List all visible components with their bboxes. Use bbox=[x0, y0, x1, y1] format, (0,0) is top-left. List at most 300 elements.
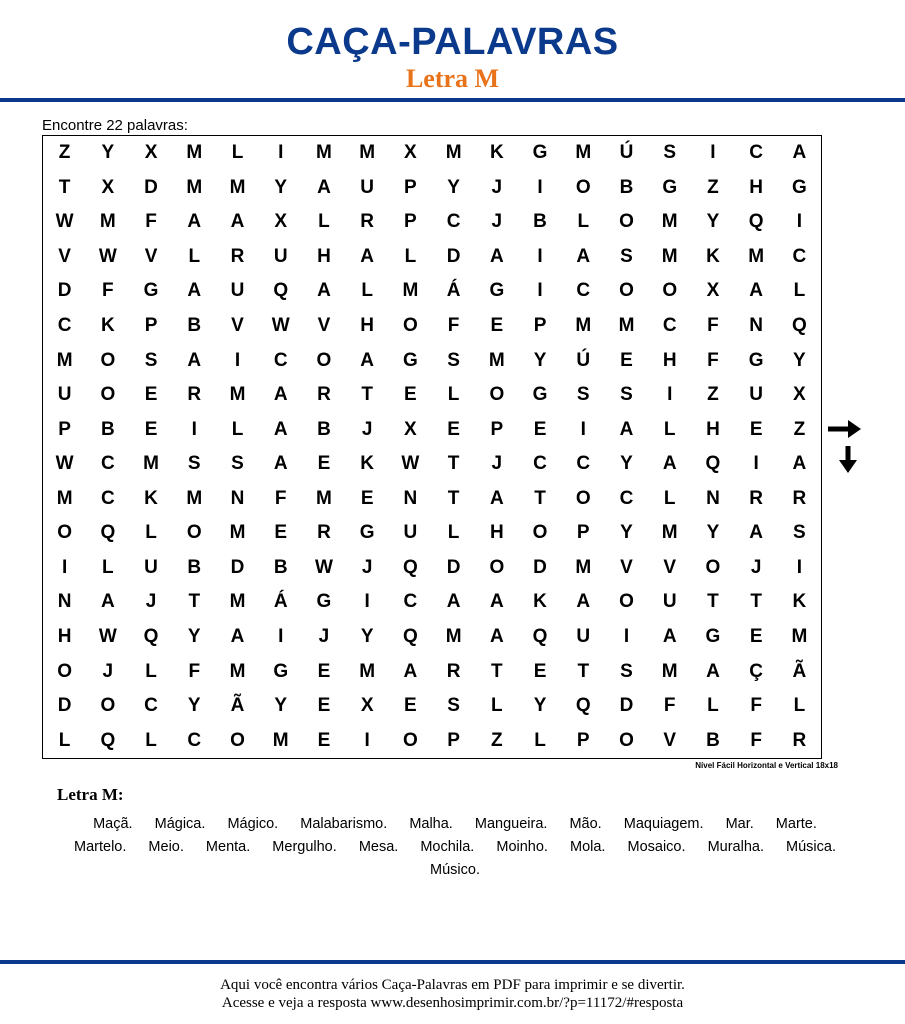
word-item: Músico. bbox=[430, 862, 480, 878]
grid-cell: C bbox=[403, 591, 418, 613]
word-item: Mágico. bbox=[227, 816, 279, 832]
grid-cell: M bbox=[229, 660, 246, 682]
grid-cell: M bbox=[748, 245, 765, 267]
grid-cell: M bbox=[99, 211, 116, 233]
grid-cell: A bbox=[187, 349, 202, 371]
grid-cell: Y bbox=[620, 453, 633, 475]
grid-cell: M bbox=[272, 729, 289, 751]
grid-cell: C bbox=[792, 245, 807, 267]
grid-cell: M bbox=[661, 211, 678, 233]
grid-cell: M bbox=[445, 626, 462, 648]
grid-cell: O bbox=[619, 729, 634, 751]
grid-cell: Z bbox=[491, 729, 503, 751]
grid-cell: A bbox=[360, 245, 375, 267]
grid-cell: Q bbox=[100, 522, 116, 544]
grid-cell: O bbox=[619, 591, 634, 613]
grid-cell: T bbox=[707, 591, 719, 613]
grid-cell: M bbox=[661, 660, 678, 682]
grid-cell: C bbox=[749, 142, 764, 164]
grid-cell: W bbox=[98, 245, 117, 267]
grid-cell: I bbox=[364, 729, 370, 751]
grid-cell: R bbox=[446, 660, 461, 682]
grid-cell: K bbox=[533, 591, 547, 613]
grid-cell: B bbox=[317, 418, 331, 440]
grid-cell: X bbox=[144, 142, 158, 164]
grid-cell: I bbox=[796, 556, 803, 578]
grid-cell: L bbox=[231, 418, 244, 440]
grid-cell: L bbox=[534, 729, 546, 751]
grid-cell: F bbox=[145, 211, 157, 233]
grid-cell: O bbox=[489, 384, 505, 406]
grid-cell: M bbox=[359, 660, 376, 682]
grid-cell: S bbox=[620, 245, 633, 267]
grid-cell: C bbox=[100, 487, 115, 509]
word-item: Mão. bbox=[569, 816, 602, 832]
grid-cell: F bbox=[750, 695, 762, 717]
grid-cell: L bbox=[361, 280, 373, 302]
grid-cell: R bbox=[187, 384, 202, 406]
grid-cell: V bbox=[144, 245, 158, 267]
grid-cell: I bbox=[537, 245, 543, 267]
grid-cell: E bbox=[749, 626, 763, 648]
grid-cell: M bbox=[575, 556, 592, 578]
grid-cell: M bbox=[229, 176, 246, 198]
grid-cell: P bbox=[404, 211, 417, 233]
grid-cell: A bbox=[403, 660, 418, 682]
grid-cell: L bbox=[707, 695, 719, 717]
grid-cell: Y bbox=[274, 695, 288, 717]
grid-cell: Q bbox=[402, 556, 418, 578]
grid-cell: A bbox=[446, 591, 461, 613]
grid-cell: E bbox=[749, 418, 763, 440]
grid-cell: L bbox=[491, 695, 503, 717]
grid-cell: L bbox=[663, 487, 676, 509]
grid-cell: U bbox=[144, 556, 158, 578]
grid-cell: Y bbox=[620, 522, 633, 544]
grid-cell: S bbox=[663, 142, 677, 164]
grid-cell: J bbox=[361, 418, 373, 440]
grid-cell: P bbox=[576, 729, 590, 751]
grid-cell: P bbox=[447, 729, 460, 751]
grid-cell: E bbox=[533, 418, 547, 440]
grid-cell: Q bbox=[705, 453, 721, 475]
grid-cell: U bbox=[230, 280, 245, 302]
grid-cell: W bbox=[98, 626, 117, 648]
grid-cell: Q bbox=[143, 626, 159, 648]
grid-cell: O bbox=[575, 487, 591, 509]
grid-cell: K bbox=[706, 245, 720, 267]
grid-cell: M bbox=[56, 349, 73, 371]
grid-cell: X bbox=[706, 280, 720, 302]
grid-cell: I bbox=[364, 591, 370, 613]
grid-cell: A bbox=[317, 176, 331, 198]
arrow-down-icon bbox=[838, 446, 858, 474]
grid-cell: M bbox=[488, 349, 505, 371]
grid-cell: K bbox=[489, 142, 504, 164]
grid-cell: F bbox=[750, 729, 762, 751]
grid-cell: X bbox=[360, 695, 374, 717]
grid-cell: D bbox=[533, 556, 547, 578]
grid-cell: L bbox=[793, 280, 806, 302]
grid-cell: H bbox=[317, 245, 331, 267]
grid-cell: E bbox=[144, 384, 158, 406]
grid-cell: R bbox=[317, 384, 331, 406]
grid-cell: V bbox=[231, 315, 244, 337]
grid-cell: L bbox=[404, 245, 417, 267]
word-search-grid bbox=[42, 135, 822, 759]
grid-cell: L bbox=[793, 695, 806, 717]
grid-cell: T bbox=[534, 487, 546, 509]
grid-cell: U bbox=[360, 176, 375, 198]
grid-cell: P bbox=[576, 522, 590, 544]
grid-cell: F bbox=[102, 280, 114, 302]
grid-cell: O bbox=[57, 660, 72, 682]
grid-cell: O bbox=[705, 556, 721, 578]
grid-cell: A bbox=[100, 591, 115, 613]
grid-cell: O bbox=[100, 349, 116, 371]
grid-cell: M bbox=[186, 176, 203, 198]
word-item: Marte. bbox=[775, 816, 817, 832]
page-title: CAÇA-PALAVRAS bbox=[286, 21, 619, 63]
grid-cell: L bbox=[447, 522, 460, 544]
grid-cell: I bbox=[537, 176, 543, 198]
grid-cell: T bbox=[577, 660, 590, 682]
grid-cell: M bbox=[445, 142, 462, 164]
grid-cell: W bbox=[55, 211, 74, 233]
grid-cell: P bbox=[490, 418, 504, 440]
grid-cell: B bbox=[187, 315, 202, 337]
grid-cell: Y bbox=[101, 142, 115, 164]
word-item: Mochila. bbox=[420, 839, 475, 855]
grid-cell: U bbox=[57, 384, 72, 406]
grid-cell: S bbox=[620, 384, 633, 406]
grid-cell: Á bbox=[273, 591, 288, 613]
grid-cell: M bbox=[575, 142, 592, 164]
grid-cell: G bbox=[273, 660, 289, 682]
grid-cell: D bbox=[446, 556, 461, 578]
grid-cell: K bbox=[792, 591, 807, 613]
grid-cell: O bbox=[662, 280, 678, 302]
grid-cell: Ã bbox=[792, 660, 807, 682]
word-item: Maquiagem. bbox=[623, 816, 704, 832]
grid-cell: X bbox=[404, 142, 417, 164]
grid-cell: O bbox=[575, 176, 591, 198]
grid-cell: X bbox=[404, 418, 417, 440]
grid-cell: F bbox=[663, 695, 676, 717]
grid-cell: F bbox=[274, 487, 287, 509]
grid-cell: I bbox=[278, 626, 284, 648]
grid-cell: M bbox=[661, 522, 678, 544]
grid-cell: S bbox=[620, 660, 633, 682]
grid-cell: Q bbox=[748, 211, 764, 233]
grid-cell: E bbox=[317, 453, 331, 475]
grid-cell: E bbox=[404, 695, 417, 717]
grid-cell: O bbox=[100, 695, 116, 717]
grid-cell: C bbox=[144, 695, 158, 717]
grid-cell: X bbox=[793, 384, 806, 406]
grid-cell: C bbox=[273, 349, 288, 371]
grid-cell: N bbox=[749, 315, 764, 337]
grid-cell: S bbox=[447, 349, 460, 371]
grid-cell: A bbox=[792, 453, 807, 475]
grid-cell: L bbox=[231, 142, 244, 164]
grid-cell: R bbox=[360, 211, 375, 233]
grid-cell: C bbox=[187, 729, 202, 751]
grid-cell: S bbox=[231, 453, 244, 475]
grid-cell: A bbox=[273, 453, 288, 475]
grid-cell: W bbox=[271, 315, 290, 337]
grid-cell: Y bbox=[706, 522, 720, 544]
grid-cell: D bbox=[446, 245, 461, 267]
grid-cell: Ú bbox=[576, 349, 591, 371]
grid-cell: N bbox=[230, 487, 245, 509]
grid-cell: A bbox=[187, 211, 202, 233]
grid-cell: Q bbox=[100, 729, 116, 751]
grid-cell: I bbox=[710, 142, 716, 164]
grid-cell: T bbox=[58, 176, 71, 198]
word-item: Malabarismo. bbox=[300, 816, 388, 832]
grid-cell: S bbox=[576, 384, 590, 406]
grid-cell: O bbox=[619, 211, 634, 233]
bottom-divider bbox=[0, 960, 905, 964]
grid-cell: O bbox=[316, 349, 332, 371]
grid-cell: M bbox=[186, 487, 203, 509]
grid-cell: Q bbox=[273, 280, 289, 302]
word-item: Mangueira. bbox=[474, 816, 548, 832]
grid-cell: Y bbox=[793, 349, 806, 371]
grid-cell: G bbox=[705, 626, 721, 648]
word-item: Mesa. bbox=[358, 839, 399, 855]
grid-cell: D bbox=[144, 176, 158, 198]
grid-cell: O bbox=[532, 522, 548, 544]
grid-cell: R bbox=[792, 729, 807, 751]
grid-cell: Z bbox=[793, 418, 806, 440]
grid-cell: Ú bbox=[619, 142, 634, 164]
grid-cell: M bbox=[316, 142, 332, 164]
grid-cell: E bbox=[490, 315, 504, 337]
grid-cell: I bbox=[623, 626, 630, 648]
grid-cell: G bbox=[489, 280, 505, 302]
grid-cell: I bbox=[580, 418, 586, 440]
grid-cell: T bbox=[491, 660, 503, 682]
grid-cell: H bbox=[360, 315, 375, 337]
grid-cell: J bbox=[102, 660, 114, 682]
grid-cell: G bbox=[143, 280, 159, 302]
word-list bbox=[60, 813, 850, 882]
grid-cell: M bbox=[229, 591, 246, 613]
word-item: Mar. bbox=[725, 816, 754, 832]
word-item: Mergulho. bbox=[272, 839, 337, 855]
grid-cell: Y bbox=[706, 211, 720, 233]
grid-cell: A bbox=[489, 591, 504, 613]
grid-cell: F bbox=[707, 315, 719, 337]
grid-cell: G bbox=[532, 384, 548, 406]
grid-cell: A bbox=[749, 522, 764, 544]
grid-cell: A bbox=[619, 418, 634, 440]
grid-cell: M bbox=[143, 453, 159, 475]
grid-cell: J bbox=[750, 556, 762, 578]
grid-cell: A bbox=[273, 418, 288, 440]
word-item: Maçã. bbox=[93, 816, 133, 832]
grid-cell: P bbox=[533, 315, 547, 337]
grid-cell: G bbox=[402, 349, 418, 371]
grid-cell: B bbox=[187, 556, 202, 578]
word-item: Música. bbox=[786, 839, 836, 855]
footer bbox=[0, 976, 905, 1012]
grid-cell: F bbox=[447, 315, 460, 337]
grid-cell: B bbox=[706, 729, 720, 751]
footer-line-2: Acesse e veja a resposta www.desenhosimprimir.com.br/?p=11172/#resposta bbox=[221, 995, 684, 1011]
grid-cell: J bbox=[145, 591, 157, 613]
grid-cell: G bbox=[662, 176, 678, 198]
grid-cell: E bbox=[144, 418, 158, 440]
grid-cell: D bbox=[57, 280, 72, 302]
word-item: Martelo. bbox=[74, 839, 127, 855]
grid-cell: Y bbox=[187, 695, 201, 717]
grid-cell: U bbox=[662, 591, 677, 613]
grid-cell: K bbox=[360, 453, 375, 475]
grid-cell: L bbox=[663, 418, 676, 440]
grid-cell: U bbox=[273, 245, 288, 267]
grid-cell: Q bbox=[575, 695, 591, 717]
grid-cell: M bbox=[56, 487, 73, 509]
grid-cell: L bbox=[58, 729, 71, 751]
grid-cell: U bbox=[749, 384, 764, 406]
grid-cell: I bbox=[234, 349, 241, 371]
grid-cell: I bbox=[753, 453, 759, 475]
grid-cell: A bbox=[662, 453, 677, 475]
grid-cell: R bbox=[230, 245, 245, 267]
grid-cell: U bbox=[403, 522, 418, 544]
grid-cell: Q bbox=[402, 626, 418, 648]
grid-cell: C bbox=[533, 453, 547, 475]
grid-cell: D bbox=[230, 556, 245, 578]
grid-cell: D bbox=[57, 695, 72, 717]
grid-cell: T bbox=[447, 453, 460, 475]
grid-cell: J bbox=[491, 453, 503, 475]
grid-cell: T bbox=[188, 591, 201, 613]
grid-cell: L bbox=[447, 384, 460, 406]
grid-cell: Y bbox=[360, 626, 374, 648]
grid-cell: G bbox=[532, 142, 548, 164]
grid-cell: A bbox=[706, 660, 720, 682]
grid-cell: I bbox=[278, 142, 284, 164]
word-list-title: Letra M: bbox=[57, 785, 124, 804]
grid-cell: N bbox=[403, 487, 418, 509]
word-item: Mosaico. bbox=[627, 839, 686, 855]
grid-cell: A bbox=[576, 245, 591, 267]
grid-cell: E bbox=[317, 660, 331, 682]
grid-cell: M bbox=[661, 245, 678, 267]
grid-cell: E bbox=[620, 349, 633, 371]
grid-cell: A bbox=[576, 591, 591, 613]
grid-cell: I bbox=[61, 556, 68, 578]
grid-cell: A bbox=[360, 349, 375, 371]
grid-cell: P bbox=[58, 418, 71, 440]
top-divider bbox=[0, 98, 905, 102]
grid-cell: J bbox=[318, 626, 330, 648]
grid-cell: S bbox=[793, 522, 806, 544]
instruction-text: Encontre 22 palavras: bbox=[42, 117, 188, 134]
grid-cell: K bbox=[144, 487, 158, 509]
grid-cell: G bbox=[748, 349, 764, 371]
grid-cell: O bbox=[230, 729, 245, 751]
grid-cell: I bbox=[796, 211, 803, 233]
arrow-right-icon bbox=[828, 420, 862, 438]
grid-cell: I bbox=[667, 384, 673, 406]
word-item: Mola. bbox=[570, 839, 606, 855]
grid-cell: V bbox=[58, 245, 71, 267]
grid-cell: E bbox=[317, 695, 331, 717]
grid-cell: C bbox=[57, 315, 72, 337]
page-subtitle: Letra M bbox=[405, 64, 500, 93]
grid-cell: X bbox=[274, 211, 288, 233]
grid-cell: O bbox=[619, 280, 634, 302]
grid-cell: J bbox=[491, 176, 503, 198]
grid-cell: A bbox=[273, 384, 288, 406]
grid-cell: D bbox=[619, 695, 634, 717]
word-item: Moinho. bbox=[496, 839, 548, 855]
grid-cell: E bbox=[404, 384, 417, 406]
grid-cell: Y bbox=[533, 695, 547, 717]
grid-cell: Y bbox=[274, 176, 288, 198]
grid-cell: E bbox=[360, 487, 374, 509]
grid-cell: I bbox=[191, 418, 197, 440]
grid-cell: Q bbox=[791, 315, 807, 337]
grid-cell: L bbox=[145, 660, 157, 682]
grid-cell: T bbox=[447, 487, 460, 509]
grid-cell: Y bbox=[447, 176, 460, 198]
grid-cell: C bbox=[576, 280, 591, 302]
grid-cell: P bbox=[404, 176, 417, 198]
grid-cell: R bbox=[749, 487, 764, 509]
grid-cell: G bbox=[791, 176, 807, 198]
word-item: Mágica. bbox=[154, 816, 206, 832]
grid-cell: C bbox=[446, 211, 461, 233]
grid-cell: Ç bbox=[749, 660, 764, 682]
grid-cell: Y bbox=[533, 349, 547, 371]
grid-cell: A bbox=[230, 211, 245, 233]
level-note: Nível Fácil Horizontal e Vertical 18x18 bbox=[695, 761, 838, 770]
grid-cell: M bbox=[186, 142, 203, 164]
grid-cell: Z bbox=[58, 142, 71, 164]
grid-cell: B bbox=[273, 556, 288, 578]
grid-cell: C bbox=[662, 315, 677, 337]
grid-cell: C bbox=[100, 453, 115, 475]
grid-cell: A bbox=[489, 487, 504, 509]
grid-cell: M bbox=[618, 315, 635, 337]
grid-cell: A bbox=[187, 280, 202, 302]
word-item: Meio. bbox=[148, 839, 184, 855]
grid-cell: W bbox=[401, 453, 420, 475]
grid-cell: E bbox=[317, 729, 331, 751]
grid-cell: H bbox=[706, 418, 720, 440]
grid-cell: C bbox=[619, 487, 634, 509]
grid-cell: A bbox=[792, 142, 807, 164]
grid-cell: L bbox=[102, 556, 114, 578]
grid-cell: O bbox=[100, 384, 116, 406]
grid-cell: A bbox=[662, 626, 677, 648]
grid-cell: E bbox=[274, 522, 288, 544]
grid-cell: J bbox=[491, 211, 503, 233]
grid-cell: A bbox=[489, 245, 504, 267]
grid-cell: L bbox=[318, 211, 330, 233]
grid-cell: A bbox=[230, 626, 245, 648]
grid-cell: G bbox=[316, 591, 332, 613]
grid-cell: V bbox=[663, 556, 677, 578]
word-item: Malha. bbox=[409, 816, 453, 832]
word-item: Muralha. bbox=[707, 839, 764, 855]
